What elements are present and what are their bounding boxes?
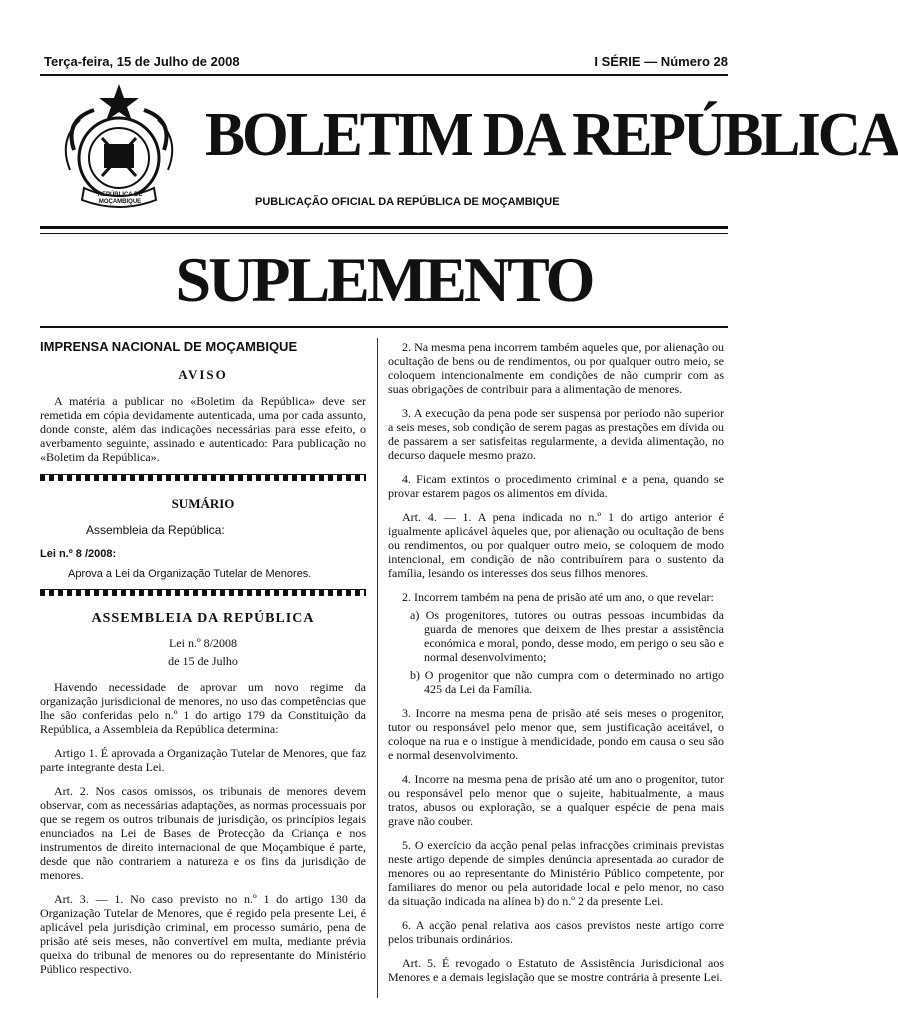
sumario-lei-ref: Lei n.º 8 /2008: [40,548,117,560]
assembleia-heading: ASSEMBLEIA DA REPÚBLICA [91,611,315,626]
lei-date: de 15 de Julho [168,654,238,668]
sumario-organ: Assembleia da República: [86,523,225,537]
paragraph: Havendo necessidade de aprovar um novo regime da organização jurisdicional de menores, no uso das competências que lhe são conferidas pelo n.º 1 do artigo 179 da Constituição da República, a Assembleia da República determina: [40,680,366,736]
paragraph: Artigo 1. É aprovada a Organização Tutelar de Menores, que faz parte integrante desta Lei. [40,746,366,774]
page-header [44,54,728,74]
bulletin-title: BOLETIM DA REPÚBLICA [205,99,898,169]
paragraph: 4. Incorre na mesma pena de prisão até um ano o progenitor, tutor ou responsável pelo menor que o sujeite, habitualmente, a maus tratos, abusos ou exploração, se a qualquer espécie de pena mais grave não couber. [388,772,724,828]
paragraph: 2. Incorrem também na pena de prisão até um ano, o que revelar: [402,590,714,604]
imprensa-heading: IMPRENSA NACIONAL DE MOÇAMBIQUE [40,339,298,354]
national-emblem [44,80,194,216]
right-column [388,340,724,994]
column-divider [377,338,378,998]
supplement-title: SUPLEMENTO [175,244,593,315]
list-item: a) Os progenitores, tutores ou outras pessoas incumbidas da guarda de menores que deixem de lhes prestar a assistência económica e moral, pondo, desse modo, em perigo o seu são e normal desenvolvimento; [410,608,724,664]
aviso-text: A matéria a publicar no «Boletim da República» deve ser remetida em cópia devidamente autenticada, uma por cada assunto, donde conste, além das indicações necessárias para esse efeito, o averbamento seguinte, assinado e autenticado: Para publicação no «Boletim da República». [40,394,366,464]
section-separator [40,474,366,481]
sumario-heading: SUMÁRIO [171,496,235,511]
paragraph: 3. A execução da pena pode ser suspensa por período não superior a seis meses, sob condição de serem pagas as prestações em dívida ou de passarem a ser satisfeitas regularmente, a devida alimentação, no decurso daquele mesmo prazo. [388,406,724,462]
list-item: b) O progenitor que não cumpra com o determinado no artigo 425 da Lei da Família. [410,668,724,696]
paragraph: Art. 4. — 1. A pena indicada no n.º 1 do artigo anterior é igualmente aplicável àqueles que, por alienação ou ocultação de bens ou rendimentos, ou por qualquer outro meio, se coloquem de modo intencional, em condição de não contribuírem para o sustento da família, lesando os interesses dos seus filhos menores. [388,510,724,580]
paragraph: Art. 3. — 1. No caso previsto no n.º 1 do artigo 130 da Organização Tutelar de Menores, que é regido pela presente Lei, é aplicável pela jurisdição criminal, em processo sumário, pena de prisão até seis meses, não convertível em multa, mediante prévia queixa do tribunal de menores ou do representante do Ministério Público respectivo. [40,892,366,976]
paragraph: Art. 2. Nos casos omissos, os tribunais de menores devem observar, com as necessárias adaptações, as normas processuais por que se regem os outros tribunais de jurisdição, os princípios legais enunciados na Lei de Bases de Protecção da Criança e nos instrumentos de direito internacional de que Moçambique é parte, desde que não contrariem a natureza e os fins da jurisdição de menores. [40,784,366,882]
section-separator [40,589,366,596]
masthead-rule-bottom [40,233,728,234]
masthead-rule-top [40,226,728,229]
left-column [40,340,366,986]
bulletin-subtitle: PUBLICAÇÃO OFICIAL DA REPÚBLICA DE MOÇAMBIQUE [255,196,560,208]
paragraph: Art. 5. É revogado o Estatuto de Assistência Jurisdicional aos Menores e a demais legislação que se mostre contrária à presente Lei. [388,956,724,984]
header-rule [40,74,728,76]
lei-title: Lei n.º 8/2008 [168,636,238,650]
paragraph: 3. Incorre na mesma pena de prisão até seis meses o progenitor, tutor ou responsável pelo menor que, sem justificação aceitável, o coloque na rua e o instigue à mendicidade, pondo em causa o seu são e normal desenvolvimento. [388,706,724,762]
issue-date: Terça-feira, 15 de Julho de 2008 [44,54,240,69]
aviso-heading: AVISO [178,367,228,382]
emblem-text: REPÚBLICA DE MOÇAMBIQUE [97,192,143,205]
paragraph: 5. O exercício da acção penal pelas infracções criminais previstas neste artigo depende de simples denúncia apresentada ao curador de menores ou ao representante do Ministério Público competente, por familiares do menor ou pela autoridade local e pelo menor, no caso da situação indicada na alínea b) do n.º 2 da presente Lei. [388,838,724,908]
paragraph: 2. Na mesma pena incorrem também aqueles que, por alienação ou ocultação de bens ou de rendimentos, ou por qualquer outro meio, se coloquem intencionalmente em condições de não cumprir com as suas obrigações de contribuir para a alimentação de menores. [388,340,724,396]
supplement-rule [40,326,728,328]
issue-series: I SÉRIE — Número 28 [594,54,728,69]
paragraph: 6. A acção penal relativa aos casos previstos neste artigo corre pelos tribunais ordinários. [388,918,724,946]
sumario-lei-desc: Aprova a Lei da Organização Tutelar de Menores. [68,568,312,580]
paragraph: 4. Ficam extintos o procedimento criminal e a pena, quando se provar estarem pagos os alimentos em dívida. [388,472,724,500]
